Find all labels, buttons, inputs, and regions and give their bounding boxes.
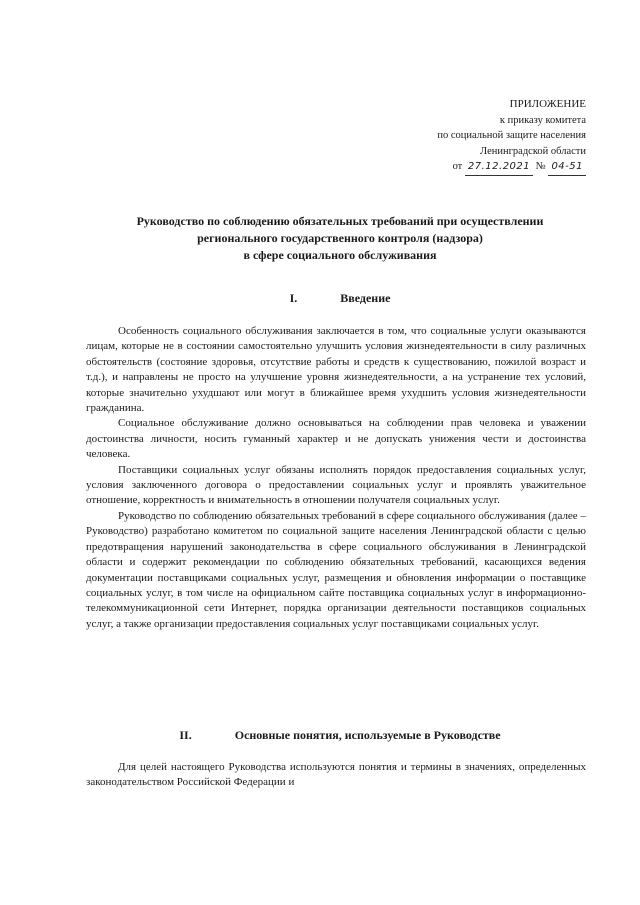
paragraph: Поставщики социальных услуг обязаны исполнять порядок предоставления социальных услуг, условия заключенного договора о предоставлении социальных услуг и проявлять уважительное отношение, корректность и внимательность в отношении получателя социальных услуг. xyxy=(86,463,586,507)
appendix-line-committee: по социальной защите населения xyxy=(437,130,586,141)
appendix-line-order: к приказу комитета xyxy=(499,114,586,126)
paragraph: Особенность социального обслуживания заключается в том, что социальные услуги оказываются лицам, которые не в состоянии самостоятельно улучшить условия жизнедеятельности в силу различных обстоятельств (состояние здоровья, отсутствие работы и средств к существованию, пожилой возраст и т.д.), и направлены не просто на улучшение уровня жизнедеятельности, а на устранение тех условий, которые значительно ухудшают или могут в ближайшее время ухудшить условия жизнедеятельности гражданина. xyxy=(86,325,586,415)
section-2-number: II. xyxy=(179,728,192,742)
handwritten-number: 04-51 xyxy=(548,159,586,176)
appendix-date-line xyxy=(453,159,586,176)
document-title xyxy=(80,213,600,264)
section-2-title: Основные понятия, используемые в Руководстве xyxy=(234,728,501,742)
appendix-line-region: Ленинградской области xyxy=(480,145,586,157)
title-line-2: регионального государственного контроля (надзора) xyxy=(197,231,483,245)
handwritten-date: 27.12.2021 xyxy=(465,159,533,176)
section-1-body xyxy=(86,324,586,632)
section-1-title: Введение xyxy=(340,291,391,305)
paragraph: Для целей настоящего Руководства используются понятия и термины в значениях, определенных законодательством Российской Федерации и xyxy=(86,761,586,789)
paragraph: Социальное обслуживание должно основываться на соблюдении прав человека и уважении достоинства личности, носить гуманный характер и не допускать унижения чести и достоинства человека. xyxy=(86,417,586,461)
title-line-1: Руководство по соблюдению обязательных требований при осуществлении xyxy=(136,214,544,228)
section-1-number: I. xyxy=(289,291,298,305)
paragraph: Руководство по соблюдению обязательных требований в сфере социального обслуживания (далее – Руководство) разработано комитетом по социальной защите населения Ленинградской области с целью предотвращения нарушений законодательства в сфере социального обслуживания в Ленинградской области и содержит рекомендации по соблюдению обязательных требований, касающихся ведения документации поставщиками социальных услуг, размещения и обновления информации о поставщике социальных услуг, в том числе на официальном сайте поставщика социальных услуг в информационно-телекоммуникационной сети Интернет, порядка организации деятельности поставщиков социальных услуг, а также организации предоставления социальных услуг поставщиками социальных услуг. xyxy=(86,509,586,630)
section-1-heading xyxy=(80,291,600,306)
section-2-body xyxy=(86,760,586,791)
title-line-3: в сфере социального обслуживания xyxy=(243,248,437,262)
section-2-heading xyxy=(80,728,600,743)
appendix-block xyxy=(366,97,586,176)
appendix-heading: ПРИЛОЖЕНИЕ xyxy=(509,98,586,110)
number-sign: № xyxy=(535,161,546,172)
date-prefix: от xyxy=(452,161,463,172)
